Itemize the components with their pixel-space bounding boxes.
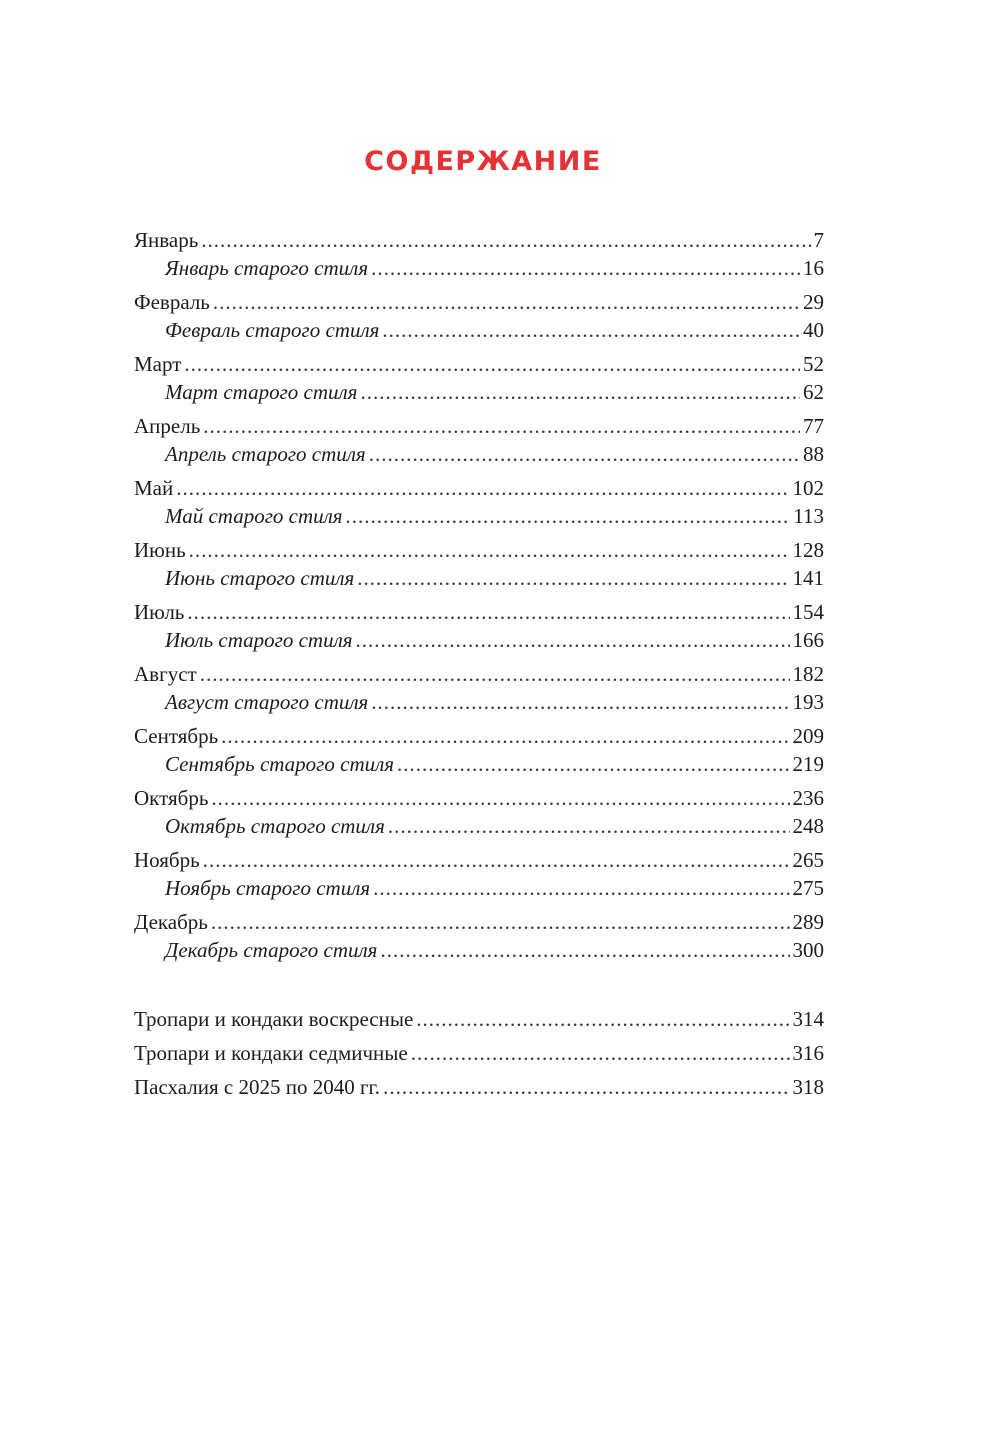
- dot-leader: [211, 784, 789, 812]
- toc-entry-label: Октябрь: [134, 786, 209, 810]
- toc-page-number: 275: [792, 876, 824, 900]
- toc-subentry-label: Октябрь старого стиля: [165, 814, 385, 838]
- dot-leader: [360, 378, 800, 406]
- toc-entry-paschalion: [134, 1073, 824, 1101]
- dot-leader: [369, 440, 800, 468]
- toc-page-number: 289: [792, 910, 824, 934]
- toc-page-number: 77: [803, 414, 824, 438]
- dot-leader: [201, 226, 810, 254]
- toc-subentry-label: Июль старого стиля: [165, 628, 353, 652]
- dot-leader: [211, 908, 790, 936]
- toc-subentry-february-old-style: [134, 316, 824, 344]
- toc-subentry-label: Апрель старого стиля: [165, 442, 366, 466]
- toc-subentry-december-old-style: [134, 936, 824, 964]
- dot-leader: [200, 660, 790, 688]
- dot-leader: [380, 936, 789, 964]
- dot-leader: [397, 750, 789, 778]
- dot-leader: [356, 626, 790, 654]
- toc-page-number: 40: [803, 318, 824, 342]
- toc-entry-label: Август: [134, 662, 197, 686]
- toc-subentry-label: Июнь старого стиля: [165, 566, 355, 590]
- toc-subentry-january-old-style: [134, 254, 824, 282]
- toc-entry-february: [134, 288, 824, 316]
- toc-page-number: 236: [792, 786, 824, 810]
- toc-subentry-september-old-style: [134, 750, 824, 778]
- toc-entry-october: [134, 784, 824, 812]
- toc-subentry-label: Август старого стиля: [165, 690, 369, 714]
- toc-page-number: 154: [792, 600, 824, 624]
- toc-entry-label: Июль: [134, 600, 185, 624]
- toc-entry-september: [134, 722, 824, 750]
- toc-subentry-april-old-style: [134, 440, 824, 468]
- toc-subentry-label: Декабрь старого стиля: [165, 938, 378, 962]
- dot-leader: [203, 412, 800, 440]
- toc-subentry-label: Сентябрь старого стиля: [165, 752, 395, 776]
- dot-leader: [383, 1073, 789, 1101]
- toc-entry-label: Сентябрь: [134, 724, 219, 748]
- toc-entry-label: Январь: [134, 228, 199, 252]
- dot-leader: [382, 316, 800, 344]
- toc-entry-label: Июнь: [134, 538, 186, 562]
- dot-leader: [411, 1039, 790, 1067]
- toc-entry-label: Декабрь: [134, 910, 208, 934]
- toc-page-number: 219: [792, 752, 824, 776]
- toc-entry-august: [134, 660, 824, 688]
- toc-page-number: 248: [792, 814, 824, 838]
- page-title: СОДЕРЖАНИЕ: [364, 146, 602, 177]
- dot-leader: [357, 564, 789, 592]
- dot-leader: [371, 688, 789, 716]
- toc-entry-label: Пасхалия с 2025 по 2040 гг.: [134, 1075, 381, 1099]
- toc-subentry-march-old-style: [134, 378, 824, 406]
- dot-leader: [189, 536, 790, 564]
- toc-entry-july: [134, 598, 824, 626]
- toc-entry-january: [134, 226, 824, 254]
- dot-leader: [388, 812, 790, 840]
- toc-page-number: 141: [792, 566, 824, 590]
- toc-entry-sunday-troparia: [134, 1005, 824, 1033]
- toc-page-number: 300: [792, 938, 824, 962]
- toc-subentry-label: Май старого стиля: [165, 504, 343, 528]
- toc-subentry-label: Февраль старого стиля: [165, 318, 380, 342]
- dot-leader: [373, 874, 789, 902]
- toc-page-number: 52: [803, 352, 824, 376]
- toc-subentry-label: Март старого стиля: [165, 380, 358, 404]
- toc-subentry-november-old-style: [134, 874, 824, 902]
- toc-subentry-june-old-style: [134, 564, 824, 592]
- toc-page-number: 113: [793, 504, 824, 528]
- dot-leader: [184, 350, 800, 378]
- toc-page-number: 88: [803, 442, 824, 466]
- toc-page-number: 16: [803, 256, 824, 280]
- toc-entry-may: [134, 474, 824, 502]
- toc-entry-label: Май: [134, 476, 174, 500]
- toc-page-number: 62: [803, 380, 824, 404]
- toc-subentry-july-old-style: [134, 626, 824, 654]
- toc-entry-label: Март: [134, 352, 182, 376]
- dot-leader: [213, 288, 800, 316]
- toc-page-number: 209: [792, 724, 824, 748]
- toc-page-number: 166: [792, 628, 824, 652]
- toc-entry-december: [134, 908, 824, 936]
- toc-page-number: 102: [792, 476, 824, 500]
- toc-page-number: 29: [803, 290, 824, 314]
- toc-entry-march: [134, 350, 824, 378]
- toc-entry-november: [134, 846, 824, 874]
- dot-leader: [221, 722, 789, 750]
- toc-months-list: [134, 226, 824, 964]
- dot-leader: [176, 474, 789, 502]
- toc-subentry-august-old-style: [134, 688, 824, 716]
- toc-page-number: 318: [792, 1075, 824, 1099]
- toc-entry-label: Тропари и кондаки седмичные: [134, 1041, 408, 1065]
- toc-entry-april: [134, 412, 824, 440]
- toc-entry-weekday-troparia: [134, 1039, 824, 1067]
- dot-leader: [416, 1005, 789, 1033]
- toc-page-number: 316: [792, 1041, 824, 1065]
- dot-leader: [203, 846, 790, 874]
- dot-leader: [187, 598, 789, 626]
- toc-page-number: 314: [792, 1007, 824, 1031]
- toc-page-number: 128: [792, 538, 824, 562]
- dot-leader: [346, 502, 791, 530]
- dot-leader: [371, 254, 800, 282]
- toc-entry-label: Тропари и кондаки воскресные: [134, 1007, 414, 1031]
- toc-subentry-label: Ноябрь старого стиля: [165, 876, 371, 900]
- toc-entry-label: Февраль: [134, 290, 210, 314]
- toc-page-number: 7: [813, 228, 824, 252]
- toc-page-number: 193: [792, 690, 824, 714]
- toc-entry-june: [134, 536, 824, 564]
- toc-entry-label: Ноябрь: [134, 848, 200, 872]
- toc-subentry-october-old-style: [134, 812, 824, 840]
- toc-subentry-may-old-style: [134, 502, 824, 530]
- toc-page-number: 265: [792, 848, 824, 872]
- toc-extra-list: [134, 1005, 824, 1101]
- toc-page-number: 182: [792, 662, 824, 686]
- toc-subentry-label: Январь старого стиля: [165, 256, 369, 280]
- toc-entry-label: Апрель: [134, 414, 201, 438]
